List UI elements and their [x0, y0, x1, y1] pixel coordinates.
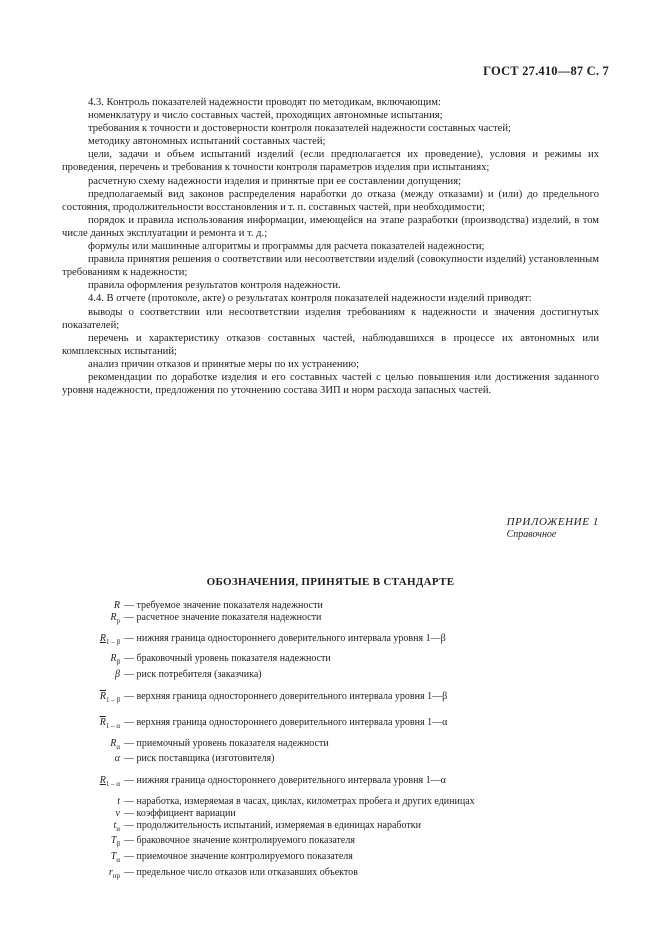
legend-row — [60, 820, 620, 836]
symbol-subscript: β — [116, 840, 120, 849]
legend-description: — нижняя граница одностороннего доверительного интервала уровня 1—α — [124, 775, 446, 787]
paragraph: формулы или машинные алгоритмы и программы для расчета показателей надежности; — [88, 241, 485, 253]
symbol-base: R — [110, 611, 117, 623]
legend-symbol — [60, 612, 124, 628]
symbol-subscript: 1 – β — [105, 637, 120, 646]
symbol-base: R — [110, 653, 117, 665]
symbol-base: t — [117, 795, 120, 807]
paragraph: правила оформления результатов контроля надежности. — [88, 280, 341, 292]
symbol-subscript: 1 – α — [105, 721, 120, 730]
paragraph: порядок и правила использования информации, имеющейся на этапе разработки (производства) изделий, в том числе данных эксплуатации и ремонта и т. д.; — [62, 214, 599, 239]
paragraph: методику автономных испытаний составных частей; — [88, 136, 326, 148]
paragraph: номенклатуру и число составных частей, проходящих автономные испытания; — [88, 110, 443, 122]
legend-row — [60, 717, 620, 733]
legend-row — [60, 851, 620, 867]
legend-description: — риск потребителя (заказчика) — [124, 669, 262, 681]
legend-row — [60, 775, 620, 791]
legend-row — [60, 867, 620, 883]
paragraph: анализ причин отказов и принятые меры по их устранению; — [88, 358, 360, 370]
legend-row — [60, 612, 620, 628]
legend-description: — коэффициент вариации — [124, 807, 236, 819]
paragraph: правила принятия решения о соответствии или несоответствии изделий (совокупности изделий) установленным требованиям к надежности; — [62, 254, 599, 279]
legend-description: — верхняя граница одностороннего доверительного интервала уровня 1—α — [124, 716, 448, 728]
legend-row — [60, 808, 620, 820]
symbol-subscript: р — [116, 616, 120, 625]
legend-symbol — [60, 600, 124, 612]
legend-symbol — [60, 775, 124, 791]
legend-symbol — [60, 851, 124, 867]
paragraph: расчетную схему надежности изделия и принятые при ее составлении допущения; — [88, 175, 462, 187]
symbol-subscript: 1 – α — [105, 780, 120, 789]
symbol-subscript: пр — [112, 871, 120, 880]
symbol-base: R — [99, 632, 106, 644]
symbol-subscript: α — [116, 856, 120, 865]
legend-row — [60, 653, 620, 669]
legend-description: — браковочный уровень показателя надежности — [124, 653, 331, 665]
legend-description: — продолжительность испытаний, измеряемая в единицах наработки — [124, 819, 421, 831]
legend-symbol — [60, 717, 124, 733]
legend-description: — расчетное значение показателя надежности — [124, 611, 322, 623]
legend-symbol — [60, 669, 124, 681]
paragraph: 4.4. В отчете (протоколе, акте) о результатах контроля показателей надежности изделий приводят: — [88, 293, 532, 305]
paragraph: 4.3. Контроль показателей надежности проводят по методикам, включающим: — [88, 97, 441, 108]
paragraph: рекомендации по доработке изделия и его составных частей с целью повышения или достижения заданного уровня надежности, предложения по уточнению состава ЗИП и норм расхода запасных частей. — [62, 371, 599, 397]
paragraph: предполагаемый вид законов распределения наработки до отказа (между отказами) и (или) до предельного состояния, продолжительности восстановления и т. п. составных частей, при необходимости; — [62, 188, 599, 213]
symbol-base: R — [113, 600, 120, 611]
appendix-title: ПРИЛОЖЕНИЕ 1 — [506, 516, 599, 528]
symbol-base: R — [99, 775, 106, 787]
paragraph: выводы о соответствии или несоответствии изделия требованиям к надежности и значения достигнутых показателей; — [62, 306, 599, 331]
legend-description: — предельное число отказов или отказавших объектов — [124, 866, 358, 878]
symbol-subscript: β — [116, 658, 120, 667]
legend-symbol — [60, 753, 124, 765]
legend-description: — приемочное значение контролируемого показателя — [124, 851, 353, 863]
appendix-label — [507, 516, 599, 540]
page-header: ГОСТ 27.410—87 С. 7 — [483, 64, 609, 78]
symbol-base: t — [113, 819, 117, 831]
symbol-base: v — [115, 807, 120, 819]
legend-symbol — [60, 691, 124, 707]
paragraph: цели, задачи и объем испытаний изделий (если предполагается их проведение), условия и режимы их проведения, перечень и требования к точности контроля параметров изделия при испытаниях; — [62, 149, 599, 174]
paragraph: требования к точности и достоверности контроля показателей надежности составных частей; — [88, 123, 511, 135]
legend-row — [60, 600, 620, 612]
symbol-base: R — [110, 737, 117, 749]
legend-symbol — [60, 738, 124, 754]
legend-symbol — [60, 796, 124, 808]
legend-symbol — [60, 808, 124, 820]
legend-description: — браковочное значение контролируемого показателя — [124, 835, 355, 847]
symbol-subscript: и — [116, 824, 120, 833]
symbol-base: $\overline{R}$ — [99, 690, 106, 702]
legend-row — [60, 633, 620, 649]
symbol-base: r — [108, 866, 113, 878]
legend-row — [60, 691, 620, 707]
symbol-base: β — [115, 669, 120, 681]
body-text — [62, 96, 599, 397]
legend-description: — верхняя граница одностороннего доверительного интервала уровня 1—β — [124, 690, 448, 702]
legend-row — [60, 796, 620, 808]
notation-legend — [60, 600, 620, 883]
legend-symbol — [60, 867, 124, 883]
symbol-base: T — [110, 835, 117, 847]
legend-description: — наработка, измеряемая в часах, циклах, километрах пробега и других единицах — [124, 795, 475, 807]
legend-symbol — [60, 633, 124, 649]
symbol-subscript: 1 – β — [105, 695, 120, 704]
section-title: ОБОЗНАЧЕНИЯ, ПРИНЯТЫЕ В СТАНДАРТЕ — [206, 576, 455, 588]
legend-row — [60, 753, 620, 765]
legend-row — [60, 738, 620, 754]
symbol-base: $\overline{R}$ — [99, 716, 106, 728]
legend-description: — требуемое значение показателя надежности — [124, 600, 323, 611]
legend-description: — нижняя граница одностороннего доверительного интервала уровня 1—β — [124, 632, 446, 644]
symbol-subscript: α — [116, 742, 120, 751]
legend-row — [60, 669, 620, 681]
legend-row — [60, 835, 620, 851]
appendix-subtitle: Справочное — [506, 529, 557, 540]
symbol-base: T — [110, 851, 117, 863]
legend-description: — приемочный уровень показателя надежности — [124, 737, 329, 749]
legend-symbol — [60, 820, 124, 836]
legend-symbol — [60, 835, 124, 851]
legend-description: — риск поставщика (изготовителя) — [124, 753, 275, 765]
symbol-base: α — [114, 753, 120, 765]
paragraph: перечень и характеристику отказов составных частей, наблюдавшихся в процессе их автономных или комплексных испытаний; — [62, 332, 599, 357]
legend-symbol — [60, 653, 124, 669]
